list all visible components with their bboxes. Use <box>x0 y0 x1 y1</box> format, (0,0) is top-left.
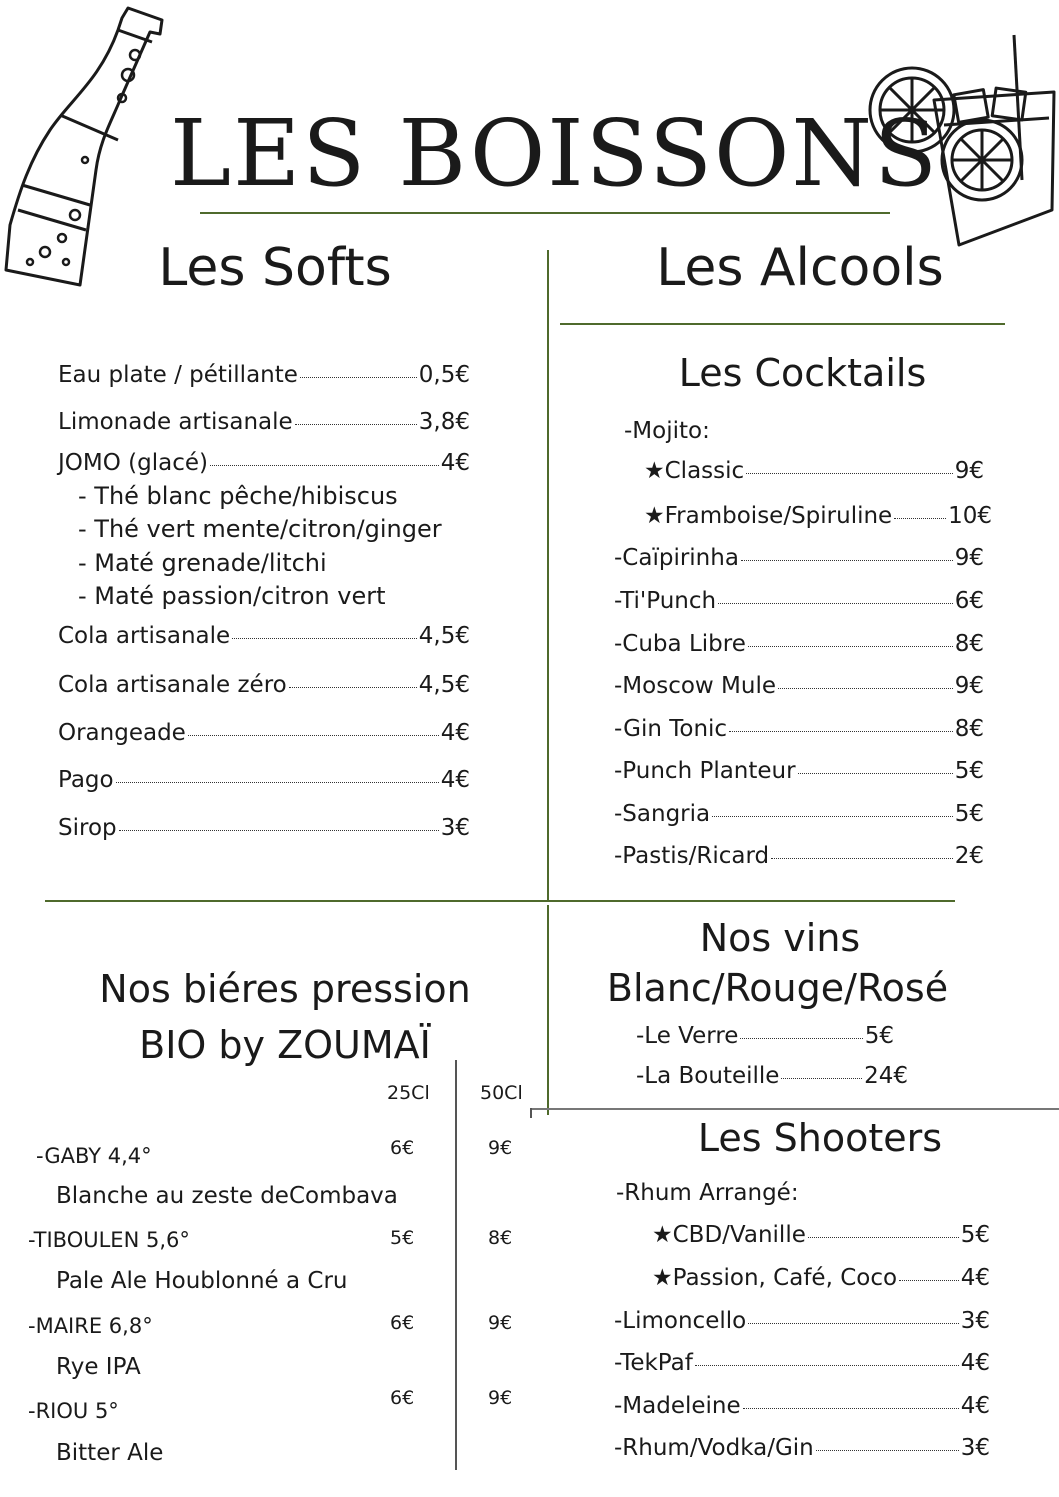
center-divider-lower <box>547 905 549 1115</box>
jomo-flavor: - Thé vert mente/citron/ginger <box>78 515 442 543</box>
beer-price-25: 6€ <box>390 1137 415 1159</box>
list-item: -Cuba Libre 8€ <box>614 631 984 657</box>
bieres-subheading: BIO by ZOUMAÏ <box>139 1023 431 1067</box>
beer-price-50: 8€ <box>488 1227 513 1249</box>
list-item: ★CBD/Vanille 5€ <box>652 1222 990 1248</box>
bieres-heading: Nos biéres pression <box>99 967 471 1011</box>
beer-column-divider <box>455 1060 457 1470</box>
center-divider <box>547 250 549 900</box>
list-item: -Gin Tonic 8€ <box>614 716 984 742</box>
cocktails-heading: Les Cocktails <box>678 351 927 395</box>
beer-price-25: 5€ <box>390 1227 415 1249</box>
list-item: Sirop 3€ <box>58 815 470 841</box>
beer-name: -TIBOULEN 5,6° <box>28 1228 190 1252</box>
alcools-underline <box>560 323 1005 325</box>
jomo-flavor: - Maté passion/citron vert <box>78 582 386 610</box>
list-item: ★Framboise/Spiruline 10€ <box>644 503 992 529</box>
vins-heading: Nos vins <box>699 916 861 960</box>
list-item: Pago 4€ <box>58 767 470 793</box>
beer-price-50: 9€ <box>488 1387 513 1409</box>
mojito-label: -Mojito: <box>624 418 710 444</box>
beer-description: Rye IPA <box>56 1354 141 1380</box>
list-item: Cola artisanale zéro 4,5€ <box>58 672 470 698</box>
jomo-flavor: - Maté grenade/litchi <box>78 549 327 577</box>
list-item: -Punch Planteur 5€ <box>614 758 984 784</box>
page-title: LES BOISSONS <box>170 100 939 207</box>
beer-price-25: 6€ <box>390 1312 415 1334</box>
vins-subheading: Blanc/Rouge/Rosé <box>606 966 949 1010</box>
list-item: -Madeleine 4€ <box>614 1393 990 1419</box>
list-item: JOMO (glacé) 4€ <box>58 450 470 476</box>
shooters-heading: Les Shooters <box>697 1116 943 1160</box>
list-item: -Le Verre 5€ <box>636 1023 894 1049</box>
jomo-flavor: - Thé blanc pêche/hibiscus <box>78 482 398 510</box>
beer-price-50: 9€ <box>488 1312 513 1334</box>
col-50cl-header: 50Cl <box>480 1082 523 1104</box>
list-item: -La Bouteille 24€ <box>636 1063 908 1089</box>
list-item: ★Passion, Café, Coco 4€ <box>652 1265 990 1291</box>
beer-description: Pale Ale Houblonné a Cru <box>56 1268 348 1294</box>
list-item: -Limoncello 3€ <box>614 1308 990 1334</box>
list-item: -TekPaf 4€ <box>614 1350 990 1376</box>
beer-name: -RIOU 5° <box>28 1399 119 1423</box>
beer-description: Bitter Ale <box>56 1440 164 1466</box>
beer-name: -MAIRE 6,8° <box>28 1314 153 1338</box>
list-item: Orangeade 4€ <box>58 720 470 746</box>
beer-price-25: 6€ <box>390 1387 415 1409</box>
list-item: -Sangria 5€ <box>614 801 984 827</box>
title-underline <box>200 212 890 214</box>
rhum-label: -Rhum Arrangé: <box>616 1180 799 1206</box>
list-item: -Moscow Mule 9€ <box>614 673 984 699</box>
beer-name: -GABY 4,4° <box>36 1144 152 1168</box>
list-item: Cola artisanale 4,5€ <box>58 623 470 649</box>
beer-description: Blanche au zeste deCombava <box>56 1183 398 1209</box>
list-item: -Pastis/Ricard 2€ <box>614 843 984 869</box>
shooters-separator <box>530 1108 1059 1110</box>
list-item: -Caïpirinha 9€ <box>614 545 984 571</box>
list-item: Eau plate / pétillante 0,5€ <box>58 362 470 388</box>
alcools-heading: Les Alcools <box>656 238 944 298</box>
softs-heading: Les Softs <box>158 238 392 298</box>
beer-column-divider-right <box>530 1108 532 1118</box>
list-item: -Ti'Punch 6€ <box>614 588 984 614</box>
col-25cl-header: 25Cl <box>387 1082 430 1104</box>
beer-price-50: 9€ <box>488 1137 513 1159</box>
list-item: -Rhum/Vodka/Gin 3€ <box>614 1435 990 1461</box>
list-item: ★Classic 9€ <box>644 458 984 484</box>
list-item: Limonade artisanale 3,8€ <box>58 409 470 435</box>
middle-separator <box>45 900 955 902</box>
